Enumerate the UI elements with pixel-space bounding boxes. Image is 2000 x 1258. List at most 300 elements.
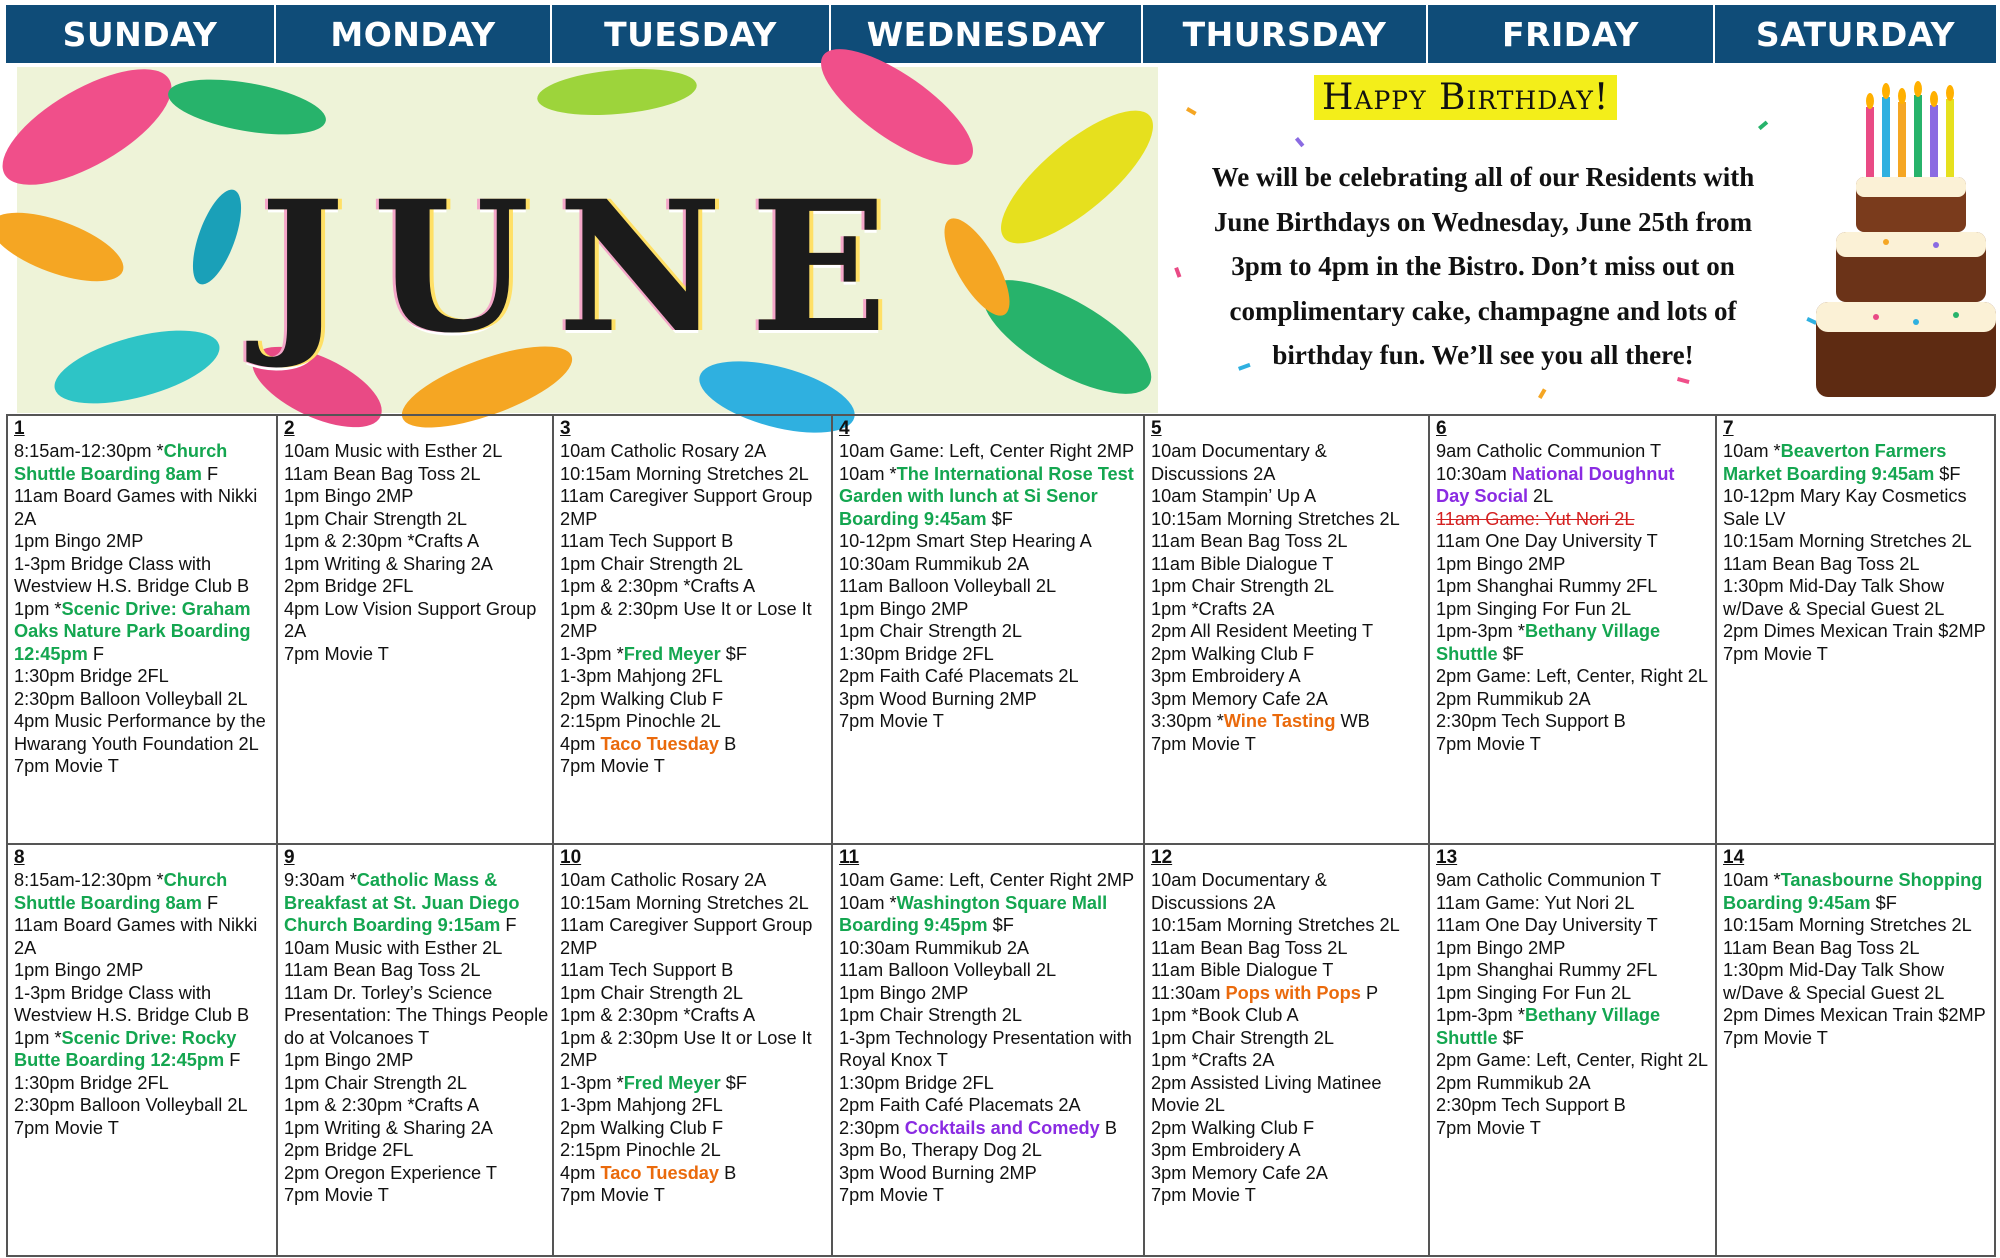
day-number: 6 bbox=[1436, 418, 1447, 439]
event-text: T bbox=[1244, 1185, 1256, 1205]
event-text: 1pm & 2:30pm bbox=[560, 598, 679, 619]
event-text: 2FL bbox=[382, 1140, 414, 1160]
event-text: 2L bbox=[1379, 915, 1400, 935]
event-item bbox=[14, 530, 273, 553]
event-text: 1pm bbox=[1436, 576, 1472, 596]
event-text: Bean Bag Toss bbox=[328, 960, 461, 980]
event-text: 2A bbox=[470, 1117, 493, 1138]
event-item bbox=[560, 598, 828, 643]
event-text: Balloon Volleyball bbox=[883, 576, 1036, 596]
event-text: 1pm bbox=[1151, 1050, 1187, 1070]
event-text: Catholic Communion bbox=[1471, 441, 1650, 461]
event-text: 1pm * bbox=[14, 1027, 62, 1048]
event-text: 2MP bbox=[1528, 553, 1566, 574]
event-item bbox=[14, 688, 273, 711]
event-text: Mid-Day Talk Show w/Dave & Special Guest bbox=[1723, 960, 1950, 1003]
event-item bbox=[839, 1184, 1140, 1207]
event-text: Dimes Mexican Train bbox=[1758, 621, 1939, 641]
event-text: 3pm bbox=[1151, 688, 1187, 709]
event-text: B bbox=[1613, 1095, 1626, 1115]
event-text: Bridge bbox=[74, 666, 138, 686]
event-text: B bbox=[1613, 711, 1626, 731]
event-text: 8:15am-12:30pm * bbox=[14, 870, 164, 890]
event-text: The International Rose Test Garden with lunch at Si Senor Boarding 9:45am bbox=[839, 463, 1139, 529]
event-text: 2L bbox=[1899, 553, 1920, 574]
header-friday: FRIDAY bbox=[1428, 5, 1715, 63]
event-text: Bean Bag Toss bbox=[328, 463, 461, 484]
event-text: Dimes Mexican Train bbox=[1758, 1005, 1939, 1025]
event-text: 2L bbox=[1313, 576, 1334, 596]
event-text: 11am bbox=[1723, 937, 1768, 958]
event-item bbox=[1151, 440, 1425, 485]
event-text: 1pm bbox=[560, 553, 596, 574]
event-text: Use It or Lose It bbox=[678, 598, 817, 619]
event-text: 2A bbox=[1006, 553, 1030, 574]
event-text: 11am bbox=[560, 915, 605, 935]
event-text: 7pm bbox=[1436, 733, 1472, 754]
event-text: Walking Club bbox=[595, 688, 712, 709]
event-text: 7pm bbox=[1436, 1117, 1472, 1138]
event-text: 2L bbox=[1313, 1027, 1334, 1048]
event-item bbox=[1151, 688, 1425, 711]
event-text: 1pm bbox=[1151, 598, 1187, 619]
event-item bbox=[14, 710, 273, 755]
event-item bbox=[1151, 982, 1425, 1005]
event-item bbox=[1151, 553, 1425, 576]
event-text: 2MP bbox=[931, 982, 969, 1003]
event-text: 10:15am bbox=[560, 892, 631, 913]
header-saturday: SATURDAY bbox=[1715, 5, 1996, 63]
event-text: 2MP bbox=[1096, 441, 1135, 461]
event-text: 2pm bbox=[1723, 621, 1759, 641]
event-text: Morning Stretches bbox=[630, 892, 789, 913]
event-text: 1:30pm bbox=[14, 666, 75, 686]
event-item bbox=[839, 620, 1140, 643]
event-item bbox=[1436, 937, 1712, 960]
event-item bbox=[1436, 959, 1712, 982]
event-text: Bridge bbox=[319, 1140, 383, 1160]
event-text: B bbox=[721, 960, 734, 980]
event-text: Morning Stretches bbox=[1221, 915, 1380, 935]
event-item bbox=[284, 440, 549, 463]
event-text: Wood Burning bbox=[874, 688, 1000, 709]
event-text: 2MP bbox=[931, 598, 969, 619]
event-text: 1pm * bbox=[14, 598, 62, 619]
event-item bbox=[560, 733, 828, 756]
event-text: Movie bbox=[1186, 1185, 1245, 1205]
event-item bbox=[284, 959, 549, 982]
event-text: Singing For Fun bbox=[1471, 598, 1611, 619]
event-text: Bingo bbox=[1471, 937, 1529, 958]
event-text: Bridge bbox=[899, 1072, 963, 1093]
birthday-line: June Birthdays on Wednesday, June 25th from bbox=[1213, 206, 1753, 237]
event-text: 2:30pm bbox=[14, 688, 75, 709]
event-text: 1pm-3pm * bbox=[1436, 621, 1525, 641]
event-text: Bethany Village Shuttle bbox=[1436, 1005, 1666, 1048]
event-item bbox=[1723, 620, 1991, 643]
event-text: 2L bbox=[1001, 621, 1022, 641]
event-item bbox=[14, 959, 273, 982]
event-text: 3pm bbox=[1151, 1162, 1187, 1183]
event-item bbox=[560, 914, 828, 959]
event-text: Game: Left, Center, Right bbox=[1471, 1050, 1688, 1070]
event-text: Chair Strength bbox=[595, 553, 723, 574]
event-text: 2MP bbox=[560, 1050, 598, 1070]
event-text: 1-3pm * bbox=[560, 1072, 624, 1093]
event-text: Morning Stretches bbox=[1793, 915, 1952, 935]
event-item bbox=[1151, 508, 1425, 531]
event-text: 2A bbox=[1305, 1162, 1328, 1183]
event-item bbox=[1723, 914, 1991, 937]
event-text: 2pm bbox=[560, 688, 596, 709]
event-text: Tech Support bbox=[604, 531, 722, 551]
event-text: Fred Meyer bbox=[623, 1072, 721, 1093]
day-cell bbox=[1430, 416, 1715, 843]
event-text: 10:15am bbox=[1151, 508, 1222, 529]
event-text: 2pm bbox=[284, 576, 320, 596]
event-text: 2pm bbox=[1723, 1005, 1759, 1025]
event-text: 11am bbox=[839, 960, 884, 980]
event-item bbox=[560, 463, 828, 486]
event-text: *Crafts bbox=[402, 531, 467, 551]
header-tuesday: TUESDAY bbox=[552, 5, 831, 63]
event-text: 11am bbox=[560, 486, 605, 506]
event-text: Mahjong bbox=[611, 666, 692, 686]
event-text: Walking Club bbox=[1186, 643, 1303, 664]
event-text: 1:30pm bbox=[1723, 576, 1784, 596]
event-text: 10am * bbox=[839, 892, 897, 913]
event-item bbox=[560, 1184, 828, 1207]
event-text: 1:30pm bbox=[839, 1072, 900, 1093]
event-text: Writing & Sharing bbox=[319, 553, 471, 574]
day-cell bbox=[1430, 845, 1715, 1255]
event-text: Mahjong bbox=[611, 1095, 692, 1115]
day-cell bbox=[1145, 845, 1428, 1255]
event-text: 2A bbox=[1006, 937, 1030, 958]
event-text: Shanghai Rummy bbox=[1471, 576, 1627, 596]
event-text: 9am bbox=[1436, 441, 1472, 461]
event-text: 2pm bbox=[1151, 643, 1187, 664]
event-text: Pops with Pops bbox=[1225, 982, 1361, 1003]
event-text: 2pm bbox=[1151, 1117, 1187, 1138]
event-item bbox=[839, 553, 1140, 576]
event-item bbox=[560, 1162, 828, 1185]
event-text: 2L bbox=[1951, 915, 1972, 935]
event-item bbox=[839, 959, 1140, 982]
event-text: T bbox=[377, 643, 389, 664]
event-text: 2L bbox=[1379, 508, 1400, 529]
event-item bbox=[1723, 440, 1991, 485]
event-item bbox=[1723, 869, 1991, 914]
event-text: 2FL bbox=[962, 1072, 994, 1093]
event-text: 2L bbox=[1614, 892, 1635, 913]
event-text: 10am bbox=[284, 441, 330, 461]
event-text: $F bbox=[1870, 892, 1897, 913]
event-text: Balloon Volleyball bbox=[74, 1095, 228, 1115]
event-text: 11am Dr. Torley’s Science Presentation: The Things People do at Volcanoes T bbox=[284, 982, 554, 1048]
day-cell bbox=[8, 416, 276, 843]
event-item bbox=[1723, 1027, 1991, 1050]
event-text: Movie bbox=[49, 1117, 108, 1138]
event-text: 1pm bbox=[560, 982, 596, 1003]
event-text: Mid-Day Talk Show w/Dave & Special Guest bbox=[1723, 576, 1950, 619]
day-number: 11 bbox=[839, 847, 860, 868]
event-item bbox=[284, 575, 549, 598]
event-text: 10am bbox=[284, 937, 330, 958]
event-text: 2:15pm bbox=[560, 1140, 621, 1160]
event-text: F bbox=[711, 688, 724, 709]
day-cell bbox=[278, 416, 552, 843]
event-text: Bingo bbox=[319, 486, 377, 506]
event-item bbox=[839, 1027, 1140, 1072]
event-text: Catholic Rosary bbox=[605, 441, 744, 461]
event-text: Chair Strength bbox=[319, 508, 447, 529]
event-text: $F bbox=[1497, 1027, 1524, 1048]
event-text: 2L bbox=[1924, 598, 1945, 619]
day-number: 10 bbox=[560, 847, 582, 868]
event-text: 9am bbox=[1436, 870, 1472, 890]
event-item bbox=[839, 710, 1140, 733]
event-text: 2L bbox=[1687, 1050, 1708, 1070]
event-text: A bbox=[1288, 1140, 1301, 1160]
event-text: Game: Left, Center, Right bbox=[1471, 666, 1688, 686]
event-item bbox=[839, 1072, 1140, 1095]
event-text: F bbox=[500, 915, 517, 935]
event-item bbox=[1151, 485, 1425, 508]
event-text: National Doughnut Day Social bbox=[1436, 463, 1680, 506]
event-text: 2L bbox=[1951, 531, 1972, 551]
event-text: 2L bbox=[1035, 576, 1057, 596]
event-text: Chair Strength bbox=[1186, 1027, 1314, 1048]
day-number: 2 bbox=[284, 418, 295, 439]
event-text: 10:30am bbox=[839, 937, 910, 958]
event-text: 2pm bbox=[1151, 1072, 1187, 1093]
event-text: 2FL bbox=[1626, 576, 1658, 596]
event-text: 1pm bbox=[284, 1050, 320, 1070]
event-text: $F bbox=[720, 1072, 748, 1093]
event-text: 1pm-3pm * bbox=[1436, 1005, 1525, 1025]
event-item bbox=[560, 643, 828, 666]
event-text: T bbox=[1649, 441, 1662, 461]
event-item bbox=[560, 710, 828, 733]
event-text: 2:30pm bbox=[1436, 1095, 1497, 1115]
event-item bbox=[1151, 869, 1425, 914]
event-text: 7pm bbox=[1151, 733, 1187, 754]
event-text: 1pm & 2:30pm bbox=[284, 531, 403, 551]
event-text: 2L bbox=[446, 1072, 467, 1093]
event-item bbox=[1436, 982, 1712, 1005]
event-text: 3:30pm * bbox=[1151, 711, 1224, 731]
event-text: 10-12pm Smart Step Hearing A bbox=[839, 531, 1092, 551]
event-text: 9:30am * bbox=[284, 870, 357, 890]
event-text: Taco Tuesday bbox=[600, 733, 720, 754]
event-text: Walking Club bbox=[1186, 1117, 1303, 1138]
event-text: 2MP bbox=[999, 1162, 1037, 1183]
event-text: 10:30am bbox=[1436, 463, 1512, 484]
event-text: 2FL bbox=[382, 576, 414, 596]
event-text: 2MP bbox=[376, 486, 414, 506]
day-cell bbox=[1717, 845, 1994, 1255]
event-item bbox=[14, 1027, 273, 1072]
event-text: T bbox=[1816, 1027, 1828, 1048]
event-text: Movie bbox=[1758, 1027, 1817, 1048]
event-item bbox=[284, 1139, 549, 1162]
event-text: Catholic Rosary bbox=[605, 870, 744, 890]
event-text: 1-3pm Technology Presentation with Royal Knox T bbox=[839, 1027, 1137, 1070]
event-text: 7pm bbox=[839, 1185, 875, 1205]
event-text: T bbox=[653, 756, 665, 776]
event-text: T bbox=[1244, 733, 1256, 754]
event-text: Cocktails and Comedy bbox=[904, 1117, 1100, 1138]
event-text: 1pm bbox=[1436, 982, 1472, 1003]
event-text: 1pm & 2:30pm bbox=[284, 1095, 403, 1115]
day-cell bbox=[1717, 416, 1994, 843]
event-text: Bible Dialogue bbox=[1195, 960, 1323, 980]
event-text: F bbox=[201, 463, 219, 484]
event-item bbox=[1151, 1004, 1425, 1027]
event-item bbox=[1151, 959, 1425, 982]
event-text: T bbox=[1322, 553, 1334, 574]
event-text: Walking Club bbox=[595, 1117, 712, 1138]
event-item bbox=[839, 982, 1140, 1005]
event-item bbox=[1151, 1049, 1425, 1072]
event-text: Morning Stretches bbox=[1221, 508, 1380, 529]
event-text: Rummikub bbox=[909, 553, 1007, 574]
event-text: Bingo bbox=[49, 960, 107, 980]
event-text: 3pm Bo, Therapy Dog 2L bbox=[839, 1140, 1042, 1160]
event-item bbox=[14, 553, 273, 598]
event-item bbox=[839, 937, 1140, 960]
event-text: Bean Bag Toss bbox=[1195, 937, 1328, 958]
event-item bbox=[14, 1072, 273, 1095]
event-text: Bingo bbox=[319, 1050, 377, 1070]
event-text: 1pm bbox=[1436, 937, 1472, 958]
event-item bbox=[560, 959, 828, 982]
event-text: Shanghai Rummy bbox=[1471, 960, 1627, 980]
event-text: 2FL bbox=[691, 1095, 723, 1115]
event-item bbox=[284, 982, 554, 1050]
event-text: 7pm bbox=[560, 756, 596, 776]
event-item bbox=[839, 892, 1140, 937]
event-text: 2L bbox=[227, 1095, 248, 1115]
event-item bbox=[14, 485, 273, 530]
event-text: Pinochle bbox=[620, 1140, 701, 1160]
event-item bbox=[839, 1094, 1140, 1117]
event-text: 10am * bbox=[1723, 870, 1781, 890]
event-text: 1:30pm bbox=[14, 1072, 75, 1093]
event-item bbox=[1436, 892, 1712, 915]
event-item bbox=[284, 1184, 549, 1207]
event-text: Bible Dialogue bbox=[1195, 553, 1323, 574]
event-text: 11am bbox=[1436, 892, 1481, 913]
event-item bbox=[839, 598, 1140, 621]
event-item bbox=[1436, 1117, 1712, 1140]
event-item bbox=[14, 755, 273, 778]
event-item bbox=[560, 1004, 828, 1027]
event-item bbox=[839, 463, 1140, 531]
event-item bbox=[1723, 643, 1991, 666]
event-text: *Crafts bbox=[678, 1005, 743, 1025]
event-text: Tanasbourne Shopping Boarding 9:45am bbox=[1723, 870, 1988, 913]
event-text: 2L bbox=[1327, 937, 1348, 958]
event-text: 2L bbox=[482, 937, 503, 958]
event-item bbox=[839, 1117, 1140, 1140]
event-text: 2pm bbox=[1436, 1072, 1472, 1093]
event-text: T bbox=[377, 1185, 389, 1205]
event-text: 1-3pm Bridge Class with Westview H.S. Bridge Club B bbox=[14, 553, 250, 596]
event-item bbox=[560, 1094, 828, 1117]
event-text: Chair Strength bbox=[319, 1072, 447, 1093]
event-text: 10:30am bbox=[839, 553, 910, 574]
event-item bbox=[839, 643, 1140, 666]
event-text: 2L bbox=[1058, 666, 1079, 686]
day-number: 7 bbox=[1723, 418, 1734, 439]
event-item bbox=[1723, 485, 1991, 530]
event-text: 2:30pm bbox=[14, 1095, 75, 1115]
day-cell bbox=[833, 845, 1143, 1255]
event-text: 1pm bbox=[284, 1117, 320, 1138]
event-text: Movie bbox=[319, 1185, 378, 1205]
event-text: Bridge bbox=[74, 1072, 138, 1093]
event-item bbox=[284, 1117, 549, 1140]
event-text: Church Shuttle Boarding 8am bbox=[14, 441, 233, 484]
event-text: 2A bbox=[1305, 688, 1328, 709]
event-item bbox=[1723, 1004, 1991, 1027]
event-text: 2pm All Resident Meeting T bbox=[1151, 621, 1374, 641]
event-item bbox=[560, 869, 828, 892]
event-text: Movie bbox=[874, 711, 933, 731]
event-text: Documentary & Discussions bbox=[1151, 870, 1332, 913]
event-text: 2L bbox=[722, 553, 743, 574]
event-item bbox=[1151, 1072, 1425, 1117]
event-text: 2L bbox=[227, 688, 248, 709]
event-text: 2MP bbox=[560, 621, 598, 641]
event-text: A bbox=[742, 576, 756, 596]
event-item bbox=[1436, 508, 1712, 531]
event-text: 11am bbox=[284, 463, 329, 484]
event-text: Bean Bag Toss bbox=[1195, 531, 1328, 551]
event-text: 10:15am bbox=[1723, 915, 1794, 935]
event-item bbox=[1151, 1117, 1425, 1140]
event-text: 2L bbox=[788, 463, 809, 484]
event-text: 2MP bbox=[106, 960, 144, 980]
event-text: 1pm bbox=[284, 486, 320, 506]
event-text: Chair Strength bbox=[874, 621, 1002, 641]
event-text: 2L bbox=[700, 1140, 721, 1160]
event-text: 1pm bbox=[839, 598, 875, 619]
event-text: Assisted Living Matinee Movie bbox=[1151, 1072, 1387, 1115]
event-text: Writing & Sharing bbox=[319, 1117, 471, 1138]
event-item bbox=[560, 688, 828, 711]
event-text: Fred Meyer bbox=[623, 643, 721, 664]
day-cell bbox=[8, 845, 276, 1255]
event-text: 10am * bbox=[839, 463, 897, 484]
birthday-line: We will be celebrating all of our Residents with bbox=[1211, 162, 1755, 192]
event-text: 10:15am bbox=[560, 463, 631, 484]
event-text: A bbox=[466, 1095, 480, 1115]
event-item bbox=[284, 508, 549, 531]
event-item bbox=[560, 440, 828, 463]
event-text: F bbox=[87, 643, 104, 664]
event-item bbox=[1151, 575, 1425, 598]
event-item bbox=[560, 530, 828, 553]
event-item bbox=[1723, 530, 1991, 553]
event-text: 11am bbox=[1151, 960, 1196, 980]
event-text: Faith Café Placemats bbox=[874, 666, 1059, 686]
event-text: T bbox=[107, 756, 119, 776]
event-text: Caregiver Support Group bbox=[604, 486, 818, 506]
event-text: Movie bbox=[1471, 733, 1530, 754]
